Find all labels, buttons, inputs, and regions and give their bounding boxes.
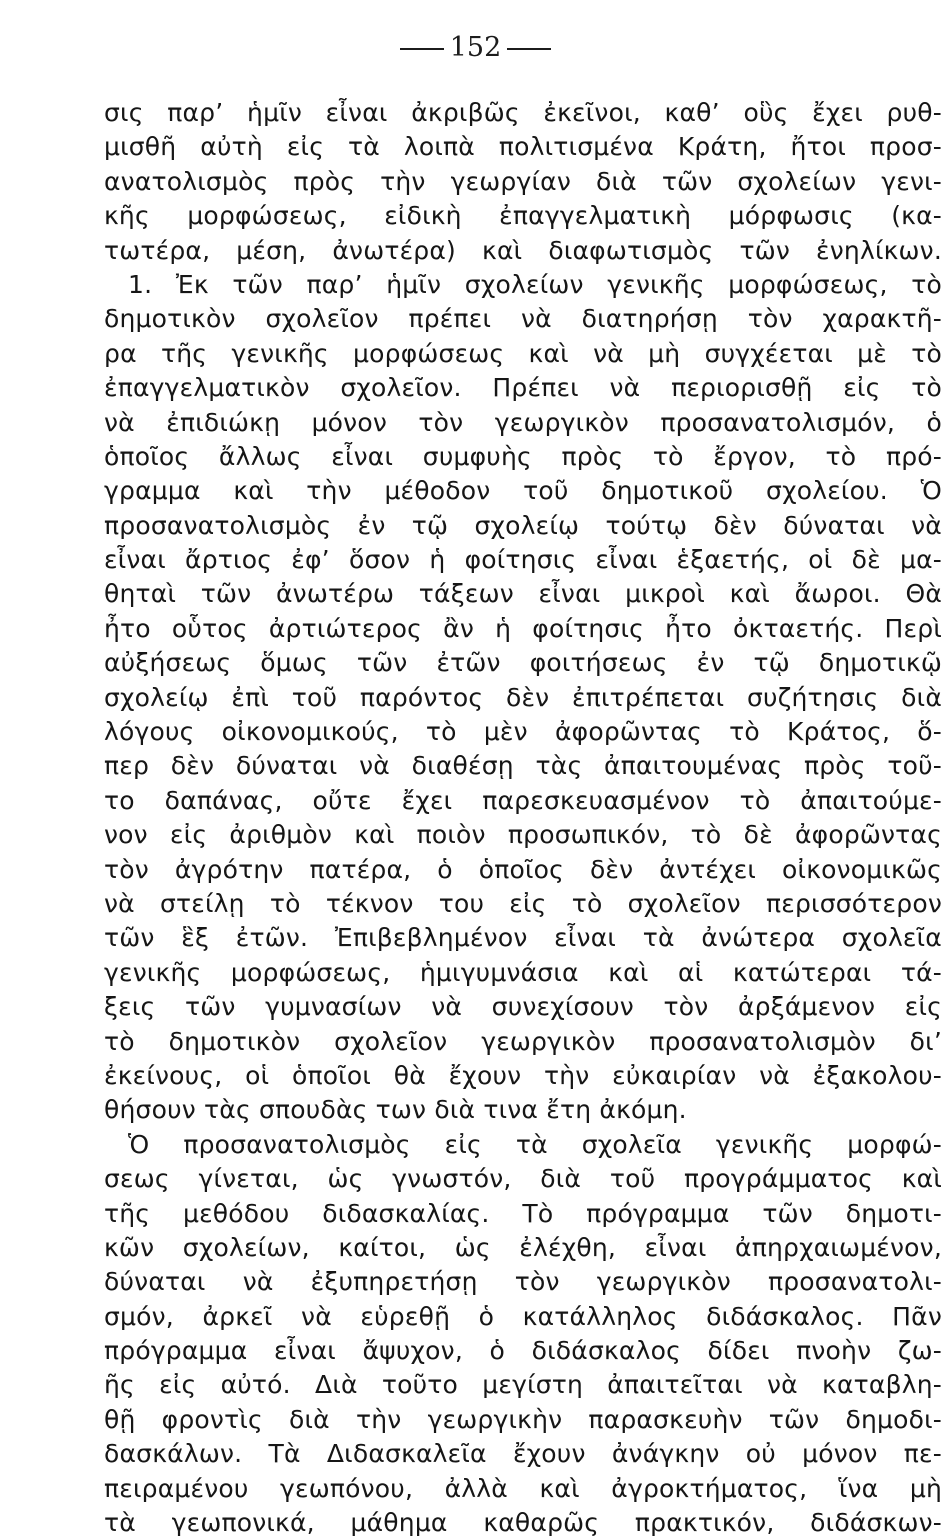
text-line: ῆς εἰς αὐτό. Διὰ τοῦτο μεγίστη ἀπαιτεῖται νὰ καταβλη-	[104, 1370, 942, 1400]
text-line: Ὁ προσανατολισμὸς εἰς τὰ σχολεῖα γενικῆς μορφώ-	[128, 1129, 942, 1159]
text-line: δημοτικὸν σχολεῖον πρέπει νὰ διατηρήσῃ τὸν χαρακτῆ-	[104, 304, 942, 334]
text-line: θήσουν τὰς σπουδὰς των διὰ τινα ἔτη ἀκόμη.	[104, 1095, 687, 1125]
text-line: πρόγραμμα εἶναι ἄψυχον, ὁ διδάσκαλος δίδει πνοὴν ζω-	[104, 1336, 942, 1366]
text-line: πειραμένου γεωπόνου, ἀλλὰ καὶ ἀγροκτήματος, ἵνα μὴ	[104, 1473, 942, 1503]
page-header	[0, 28, 951, 68]
text-line: σχολείῳ ἐπὶ τοῦ παρόντος δὲν ἐπιτρέπεται συζήτησις διὰ	[104, 682, 942, 712]
text-line: γενικῆς μορφώσεως, ἡμιγυμνάσια καὶ αἱ κατώτεραι τά-	[104, 957, 942, 987]
text-line: τὸ δημοτικὸν σχολεῖον γεωργικὸν προσανατολισμὸν δι’	[104, 1026, 942, 1056]
text-line: κῶν σχολείων, καίτοι, ὡς ἐλέχθη, εἶναι ἀπηρχαιωμένον,	[104, 1232, 942, 1262]
body-text	[104, 96, 942, 1540]
text-line: τῆς μεθόδου διδασκαλίας. Τὸ πρόγραμμα τῶν δημοτι-	[104, 1198, 942, 1228]
text-line: ἐπαγγελματικὸν σχολεῖον. Πρέπει νὰ περιορισθῇ εἰς τὸ	[104, 373, 942, 403]
text-line: ανατολισμὸς πρὸς τὴν γεωργίαν διὰ τῶν σχολείων γενι-	[104, 166, 942, 196]
text-line: τῶν ἓξ ἐτῶν. Ἐπιβεβλημένον εἶναι τὰ ἀνώτερα σχολεῖα	[104, 923, 942, 953]
header-dash-right	[507, 48, 551, 50]
text-line: σμόν, ἀρκεῖ νὰ εὑρεθῇ ὁ κατάλληλος διδάσκαλος. Πᾶν	[104, 1301, 942, 1331]
text-line: κῆς μορφώσεως, εἰδικὴ ἐπαγγελματικὴ μόρφωσις (κα-	[104, 201, 942, 231]
text-line: ἐκείνους, οἱ ὁποῖοι θὰ ἔχουν τὴν εὐκαιρίαν νὰ ἐξακολου-	[104, 1060, 942, 1090]
page-number: 152	[449, 32, 502, 63]
text-line: νὰ ἐπιδιώκῃ μόνον τὸν γεωργικὸν προσανατολισμόν, ὁ	[104, 407, 942, 437]
text-line: νον εἰς ἀριθμὸν καὶ ποιὸν προσωπικόν, τὸ δὲ ἀφορῶντας	[104, 820, 942, 850]
text-line: ρα τῆς γενικῆς μορφώσεως καὶ νὰ μὴ συγχέεται μὲ τὸ	[104, 338, 942, 368]
text-line: μισθῆ αὐτὴ εἰς τὰ λοιπὰ πολιτισμένα Κράτη, ἤτοι προσ-	[104, 132, 942, 162]
text-line: γραμμα καὶ τὴν μέθοδον τοῦ δημοτικοῦ σχολείου. Ὁ	[104, 476, 942, 506]
text-line: δύναται νὰ ἐξυπηρετήσῃ τὸν γεωργικὸν προσανατολι-	[104, 1267, 942, 1297]
text-line: ἦτο οὗτος ἀρτιώτερος ἂν ἡ φοίτησις ἦτο ὀκταετής. Περὶ	[104, 613, 942, 643]
text-line: νὰ στείλῃ τὸ τέκνον του εἰς τὸ σχολεῖον περισσότερον	[104, 888, 942, 918]
text-line: το δαπάνας, οὔτε ἔχει παρεσκευασμένον τὸ ἀπαιτούμε-	[104, 785, 942, 815]
header-dash-left	[400, 48, 444, 50]
text-line: ὁποῖος ἄλλως εἶναι συμφυὴς πρὸς τὸ ἔργον, τὸ πρό-	[104, 441, 942, 471]
text-line: θῇ φροντὶς διὰ τὴν γεωργικὴν παρασκευὴν τῶν δημοδι-	[104, 1404, 942, 1434]
text-line: προσανατολισμὸς ἐν τῷ σχολείῳ τούτῳ δὲν δύναται νὰ	[104, 510, 942, 540]
text-line: θηταὶ τῶν ἀνωτέρω τάξεων εἶναι μικροὶ καὶ ἄωροι. Θὰ	[104, 579, 942, 609]
text-line: εἶναι ἄρτιος ἐφ’ ὅσον ἡ φοίτησις εἶναι ἑξαετής, οἱ δὲ μα-	[104, 545, 942, 575]
text-line: ξεις τῶν γυμνασίων νὰ συνεχίσουν τὸν ἀρξάμενον εἰς	[104, 992, 942, 1022]
text-line: σεως γίνεται, ὡς γνωστόν, διὰ τοῦ προγράμματος καὶ	[104, 1164, 942, 1194]
text-line: τὰ γεωπονικά, μάθημα καθαρῶς πρακτικόν, διδάσκων-	[104, 1508, 942, 1538]
text-line: τὸν ἀγρότην πατέρα, ὁ ὁποῖος δὲν ἀντέχει οἰκονομικῶς	[104, 854, 942, 884]
text-line: σις παρ’ ἡμῖν εἶναι ἀκριβῶς ἐκεῖνοι, καθ’ οὓς ἔχει ρυθ-	[104, 98, 942, 127]
text-line: δασκάλων. Τὰ Διδασκαλεῖα ἔχουν ἀνάγκην οὐ μόνον πε-	[104, 1439, 942, 1469]
text-line: λόγους οἰκονομικούς, τὸ μὲν ἀφορῶντας τὸ Κράτος, ὅ-	[104, 717, 942, 747]
text-line: τωτέρα, μέση, ἀνωτέρα) καὶ διαφωτισμὸς τῶν ἐνηλίκων.	[104, 235, 942, 265]
text-line: αὐξήσεως ὅμως τῶν ἐτῶν φοιτήσεως ἐν τῷ δημοτικῷ	[104, 648, 942, 678]
text-line: 1. Ἐκ τῶν παρ’ ἡμῖν σχολείων γενικῆς μορφώσεως, τὸ	[128, 269, 942, 299]
text-line: περ δὲν δύναται νὰ διαθέσῃ τὰς ἀπαιτουμένας πρὸς τοῦ-	[104, 751, 942, 781]
